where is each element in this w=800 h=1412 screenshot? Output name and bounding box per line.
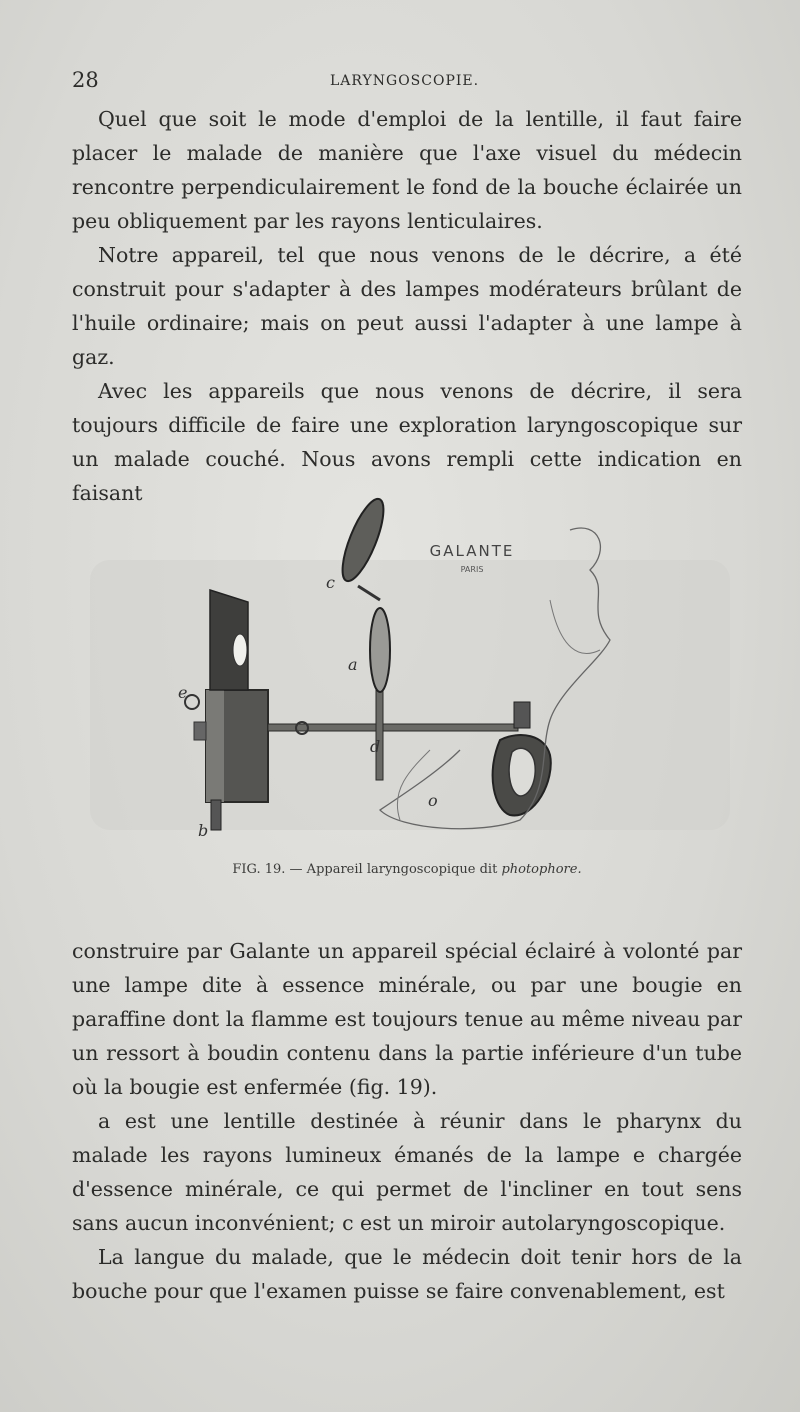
maker-city: PARIS: [460, 565, 484, 574]
figure-letter-d: d: [370, 737, 381, 756]
page-header: [72, 68, 742, 98]
paragraph: a est une lentille destinée à réunir dans le pharynx du malade les rayons lumineux émanés de la lampe e chargée d'essence minérale, ce qui permet de l'incliner en tout sens sans aucun inconvénient; c est un miroir autolaryngoscopique.: [72, 1109, 742, 1235]
running-title: LARYNGOSCOPIE.: [330, 73, 480, 89]
text-block-bottom: [72, 934, 742, 1308]
caption-italic: photophore.: [501, 862, 582, 877]
text-block-top: [72, 102, 742, 510]
paragraph: Notre appareil, tel que nous venons de le décrire, a été construit pour s'adapter à des lampes modérateurs brûlant de l'huile ordinaire; mais on peut aussi l'adapter à une lampe à gaz.: [72, 243, 742, 369]
maker-mark: GALANTE: [429, 542, 515, 560]
paragraph: construire par Galante un appareil spécial éclairé à volonté par une lampe dite à essence minérale, ou par une bougie en paraffine dont la flamme est toujours tenue au même niveau par un ressort à boudin contenu dans la partie inférieure d'un tube où la bougie est enfermée (fig. 19).: [72, 939, 742, 1099]
paragraph: Quel que soit le mode d'emploi de la lentille, il faut faire placer le malade de manière que l'axe visuel du médecin rencontre perpendiculairement le fond de la bouche éclairée un peu obliquement par les rayons lenticulaires.: [72, 107, 742, 233]
caption-text: FIG. 19. — Appareil laryngoscopique dit: [232, 862, 502, 877]
figure-letter-b: b: [198, 821, 209, 840]
figure-caption: [72, 862, 742, 877]
photophore-engraving: [80, 490, 740, 850]
paragraph: Avec les appareils que nous venons de décrire, il sera toujours difficile de faire une exploration laryngoscopique sur un malade couché. Nous avons rempli cette indication en faisant: [72, 379, 742, 505]
figure-letter-c: c: [326, 573, 335, 592]
figure-illustration: [80, 490, 740, 850]
page-number: 28: [72, 68, 99, 92]
paragraph: La langue du malade, que le médecin doit tenir hors de la bouche pour que l'examen puisse se faire convenablement, est: [72, 1245, 742, 1303]
figure-letter-a: a: [348, 655, 358, 674]
figure-letter-o: o: [428, 791, 438, 810]
figure-letter-e: e: [178, 683, 188, 702]
